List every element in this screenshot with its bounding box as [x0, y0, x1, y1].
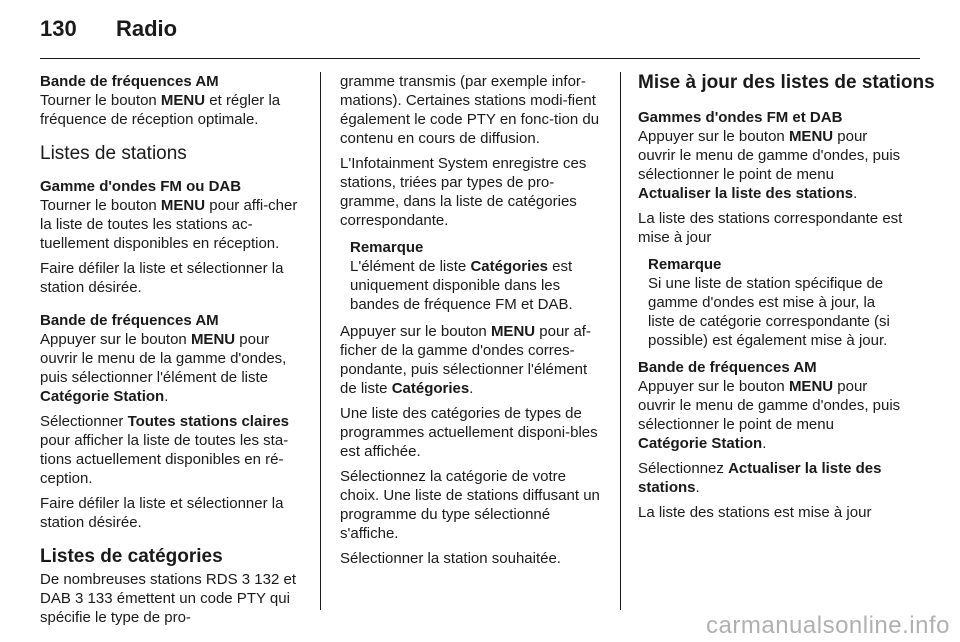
text: Tourner le bouton: [40, 92, 161, 109]
text: .: [469, 380, 474, 397]
note-title: Remarque: [648, 256, 722, 273]
text: Appuyer sur le bouton: [638, 128, 789, 145]
text: Tourner le bouton: [40, 197, 161, 214]
text: Appuyer sur le bouton: [40, 331, 191, 348]
text: .: [695, 479, 700, 496]
paragraph: Sélectionner la station souhaitée.: [340, 550, 561, 567]
paragraph: Sélectionnez la catégorie de votre choix. Une liste de stations diffusant un programme du type sélectionné s'affiche.: [340, 468, 600, 542]
subheading-am-band: Bande de fréquences AM: [40, 73, 219, 90]
column-1: [40, 72, 304, 633]
menu-item-ref: Toutes stations claires: [127, 413, 290, 430]
watermark: carmanualsonline.info: [706, 612, 950, 639]
page-reference-link[interactable]: 3 133: [75, 590, 113, 607]
text: Appuyer sur le bouton: [638, 378, 789, 395]
note-text: Si une liste de station spécifique de gamme d'ondes est mise à jour, la liste de catégorie correspondante (si possible) est également mise à jour.: [648, 275, 890, 349]
menu-button-ref: MENU: [490, 323, 536, 340]
menu-item-ref: Actualiser la liste des stations: [638, 460, 882, 496]
text: pour ouvrir le menu de la gamme d'ondes, puis sélectionner l'élément de liste: [40, 331, 287, 386]
paragraph: [40, 91, 304, 129]
column-divider-1: [320, 72, 321, 610]
menu-item-ref: Actualiser la liste des stations: [638, 185, 854, 202]
text: et DAB: [40, 571, 296, 607]
paragraph: Une liste des catégories de types de programmes actuellement disponi-bles est affichée.: [340, 405, 598, 460]
paragraph: L'Infotainment System enregistre ces stations, triées par types de pro-gramme, dans la liste de catégories correspondante.: [340, 155, 587, 229]
paragraph: Faire défiler la liste et sélectionner la station désirée.: [40, 260, 284, 296]
column-divider-2: [620, 72, 621, 610]
menu-item-ref: Catégorie Station: [40, 388, 165, 405]
menu-button-ref: MENU: [788, 128, 834, 145]
paragraph: [638, 127, 904, 203]
paragraph: [40, 570, 304, 627]
heading-station-lists: Listes de stations: [40, 143, 187, 164]
text: Appuyer sur le bouton: [340, 323, 491, 340]
menu-button-ref: MENU: [160, 197, 206, 214]
paragraph: Faire défiler la liste et sélectionner la station désirée.: [40, 495, 284, 531]
page-section-title: Radio: [116, 16, 178, 41]
page-reference-link[interactable]: 3 132: [241, 571, 280, 588]
text: L'élément de liste: [350, 258, 471, 275]
subheading-fm-dab: Gammes d'ondes FM et DAB: [638, 109, 843, 126]
paragraph: gramme transmis (par exemple infor-mations). Certaines stations modi-fient également le code PTY en fonc-tion du contenu en cours de diffusion.: [340, 73, 600, 147]
text: Sélectionnez: [638, 460, 729, 477]
note-box: [648, 255, 904, 350]
menu-button-ref: MENU: [160, 92, 206, 109]
paragraph: [638, 377, 904, 453]
text: .: [164, 388, 169, 405]
text: pour af-ficher de la gamme d'ondes corres-pondante, puis sélectionner l'élément de liste: [340, 323, 591, 397]
paragraph: [340, 322, 604, 398]
note-title: Remarque: [350, 239, 424, 256]
paragraph: La liste des stations correspondante est mise à jour: [638, 210, 903, 246]
menu-item-ref: Catégorie Station: [638, 435, 763, 452]
text: émettent un code PTY qui spécifie le type de pro-: [40, 590, 290, 626]
text: pour ouvrir le menu de gamme d'ondes, puis sélectionner le point de menu: [638, 378, 901, 433]
subheading-am-band-2: Bande de fréquences AM: [40, 312, 219, 329]
paragraph: La liste des stations est mise à jour: [638, 504, 872, 521]
note-box: [350, 238, 604, 314]
heading-category-lists: Listes de catégories: [40, 546, 223, 567]
page-number: 130: [40, 16, 77, 41]
text: De nombreuses stations RDS: [40, 571, 242, 588]
column-3: [638, 72, 935, 528]
menu-item-ref: Catégories: [391, 380, 470, 397]
text: Sélectionner: [40, 413, 128, 430]
paragraph: [40, 412, 304, 488]
text: .: [762, 435, 767, 452]
heading-update-station-lists: Mise à jour des listes de stations: [638, 72, 935, 93]
header-rule: [40, 58, 920, 59]
text: pour affi-cher la liste de toutes les stations ac-tuellement disponibles en réception.: [40, 197, 298, 252]
text: pour ouvrir le menu de gamme d'ondes, puis sélectionner le point de menu: [638, 128, 901, 183]
paragraph: [638, 459, 904, 497]
subheading-am-band: Bande de fréquences AM: [638, 359, 817, 376]
page-header: [40, 16, 920, 56]
menu-button-ref: MENU: [788, 378, 834, 395]
paragraph: [40, 196, 304, 253]
text: et régler la fréquence de réception optimale.: [40, 92, 281, 128]
text: .: [853, 185, 858, 202]
subheading-fm-dab: Gamme d'ondes FM ou DAB: [40, 178, 242, 195]
note-text: [350, 257, 604, 314]
paragraph: [40, 330, 304, 406]
text: est uniquement disponible dans les bandes de fréquence FM et DAB.: [350, 258, 573, 313]
column-2: [340, 72, 604, 574]
text: pour afficher la liste de toutes les sta-tions actuellement disponibles en ré-ception.: [40, 432, 289, 487]
menu-item-ref: Catégories: [470, 258, 548, 275]
menu-button-ref: MENU: [190, 331, 236, 348]
